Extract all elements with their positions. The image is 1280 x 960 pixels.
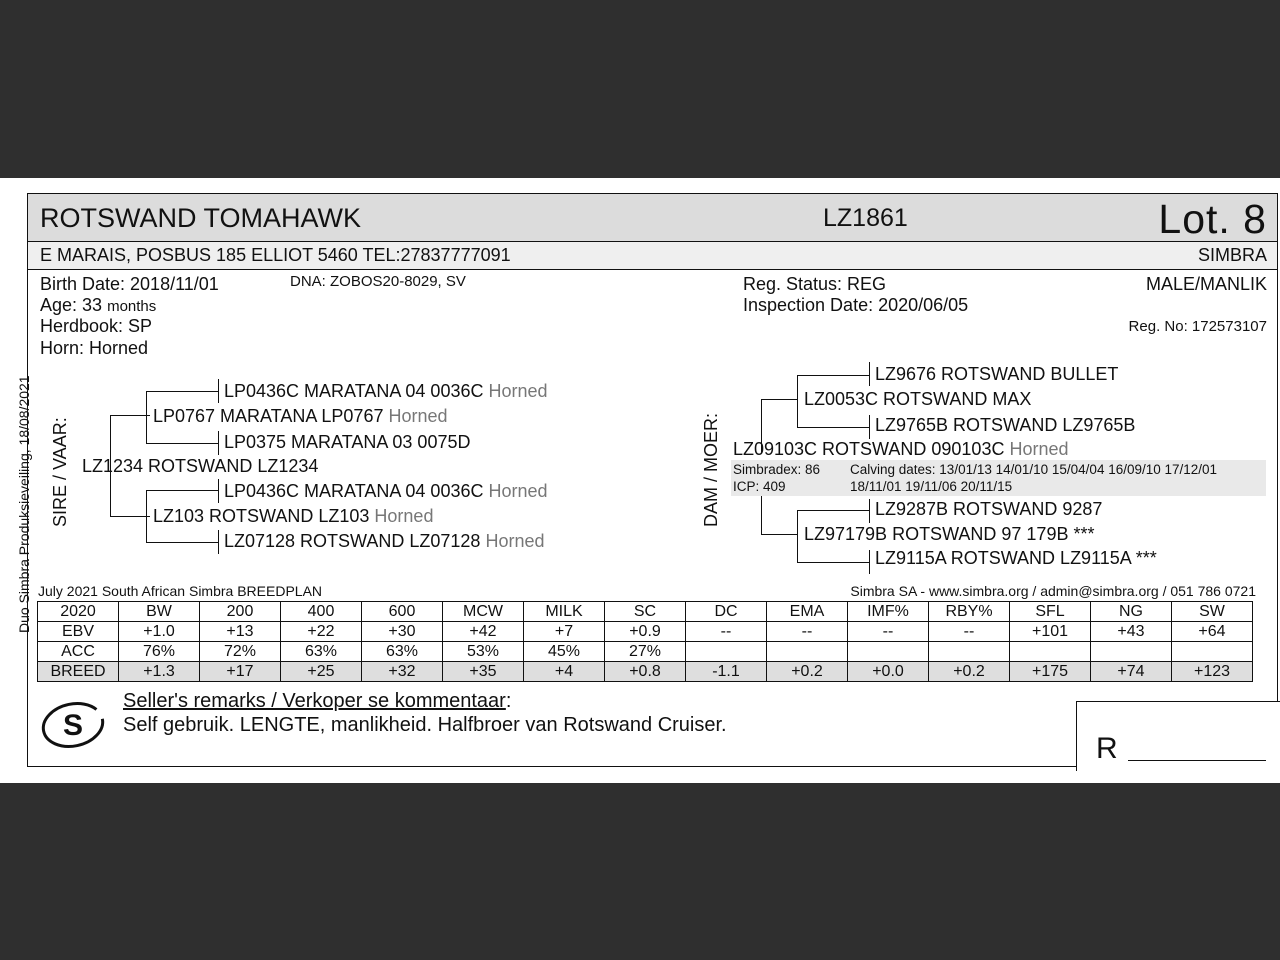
dam-performance-box bbox=[731, 460, 1266, 496]
ebv-cell: 45% bbox=[524, 642, 605, 662]
ebv-cell: SC bbox=[605, 602, 686, 622]
inspection-date: Inspection Date: 2020/06/05 bbox=[743, 295, 969, 315]
ebv-cell: +101 bbox=[1010, 622, 1091, 642]
ebv-cell: +13 bbox=[200, 622, 281, 642]
ebv-cell: +0.9 bbox=[605, 622, 686, 642]
sire-sire-dam: LP0375 MARATANA 03 0075D bbox=[224, 432, 471, 452]
ebv-cell bbox=[767, 642, 848, 662]
ebv-row-label: BREED bbox=[38, 662, 119, 682]
animal-name: ROTSWAND TOMAHAWK bbox=[40, 203, 362, 233]
ebv-cell: -- bbox=[767, 622, 848, 642]
ebv-cell: RBY% bbox=[929, 602, 1010, 622]
reg-status: Reg. Status: REG bbox=[743, 274, 887, 294]
ebv-cell: -- bbox=[929, 622, 1010, 642]
registration-code: LZ1861 bbox=[823, 204, 908, 232]
sire-side-label: SIRE / VAAR: bbox=[50, 417, 70, 527]
ebv-cell: +1.3 bbox=[119, 662, 200, 682]
remarks-text: Self gebruik. LENGTE, manlikheid. Halfbroer van Rotswand Cruiser. bbox=[123, 714, 727, 736]
ebv-row-breed bbox=[38, 662, 1253, 682]
ebv-cell: +42 bbox=[443, 622, 524, 642]
sire-sire: LP0767 MARATANA LP0767 Horned bbox=[153, 406, 448, 426]
ebv-cell: +64 bbox=[1172, 622, 1253, 642]
sex: MALE/MANLIK bbox=[1145, 274, 1267, 294]
icp: ICP: 409 bbox=[733, 479, 786, 494]
ebv-cell: +25 bbox=[281, 662, 362, 682]
ebv-cell: 600 bbox=[362, 602, 443, 622]
ebv-cell: 27% bbox=[605, 642, 686, 662]
dna-info: DNA: ZOBOS20-8029, SV bbox=[290, 273, 466, 290]
ebv-cell: +43 bbox=[1091, 622, 1172, 642]
ebv-cell: +0.2 bbox=[767, 662, 848, 682]
dam-sire-sire: LZ9676 ROTSWAND BULLET bbox=[875, 364, 1119, 384]
price-currency: R bbox=[1096, 732, 1118, 765]
calving-dates-line1: Calving dates: 13/01/13 14/01/10 15/04/04 16/09/10 17/12/01 bbox=[850, 462, 1218, 477]
ebv-cell: +7 bbox=[524, 622, 605, 642]
ebv-cell: EMA bbox=[767, 602, 848, 622]
sire-name: LZ1234 ROTSWAND LZ1234 bbox=[82, 456, 319, 476]
horn-status: Horn: Horned bbox=[40, 338, 149, 358]
ebv-cell: +0.8 bbox=[605, 662, 686, 682]
owner-bar bbox=[28, 242, 1277, 270]
dam-dam-sire: LZ9287B ROTSWAND 9287 bbox=[875, 499, 1103, 519]
remarks-heading: Seller's remarks / Verkoper se kommentaar: bbox=[123, 690, 512, 712]
ebv-cell: +74 bbox=[1091, 662, 1172, 682]
ebv-table bbox=[37, 601, 1253, 682]
ebv-row-ebv bbox=[38, 622, 1253, 642]
ebv-cell: 400 bbox=[281, 602, 362, 622]
simbradex: Simbradex: 86 bbox=[733, 462, 821, 477]
ebv-cell: 63% bbox=[362, 642, 443, 662]
ebv-cell: IMF% bbox=[848, 602, 929, 622]
dam-dam-dam: LZ9115A ROTSWAND LZ9115A *** bbox=[875, 548, 1157, 568]
dam-name: LZ09103C ROTSWAND 090103C Horned bbox=[733, 439, 1069, 459]
ebv-cell bbox=[686, 642, 767, 662]
ebv-cell: +4 bbox=[524, 662, 605, 682]
logo-letter: S bbox=[62, 709, 84, 742]
ebv-cell: 63% bbox=[281, 642, 362, 662]
ebv-cell: +0.0 bbox=[848, 662, 929, 682]
dam-sire-dam: LZ9765B ROTSWAND LZ9765B bbox=[875, 415, 1136, 435]
ebv-cell: DC bbox=[686, 602, 767, 622]
ebv-row-label: EBV bbox=[38, 622, 119, 642]
price-box[interactable] bbox=[1076, 701, 1280, 771]
lot-number: Lot. 8 bbox=[1158, 196, 1267, 242]
ebv-cell: +175 bbox=[1010, 662, 1091, 682]
price-entry-line bbox=[1128, 760, 1266, 761]
ebv-cell bbox=[1091, 642, 1172, 662]
calving-dates-line2: 18/11/01 19/11/06 20/11/15 bbox=[850, 479, 1013, 494]
ebv-cell: 200 bbox=[200, 602, 281, 622]
ebv-cell: SW bbox=[1172, 602, 1253, 622]
reg-number: Reg. No: 172573107 bbox=[1128, 318, 1267, 335]
ebv-cell: +0.2 bbox=[929, 662, 1010, 682]
dam-side-label: DAM / MOER: bbox=[701, 412, 721, 527]
header-bar bbox=[28, 194, 1277, 242]
side-caption: Duo Simbra Produksieveiling, 18/08/2021 bbox=[16, 375, 32, 633]
ebv-cell bbox=[1010, 642, 1091, 662]
ebv-cell bbox=[848, 642, 929, 662]
sire-dam-sire: LP0436C MARATANA 04 0036C Horned bbox=[224, 481, 548, 501]
sire-dam: LZ103 ROTSWAND LZ103 Horned bbox=[153, 506, 434, 526]
breed-name: SIMBRA bbox=[1197, 245, 1267, 265]
lot-card bbox=[27, 193, 1278, 767]
sire-dam-dam: LZ07128 ROTSWAND LZ07128 Horned bbox=[224, 531, 545, 551]
ebv-cell: MCW bbox=[443, 602, 524, 622]
ebv-cell: +123 bbox=[1172, 662, 1253, 682]
ebv-cell: 53% bbox=[443, 642, 524, 662]
ebv-cell: +32 bbox=[362, 662, 443, 682]
dam-sire: LZ0053C ROTSWAND MAX bbox=[804, 389, 1032, 409]
ebv-cell: 76% bbox=[119, 642, 200, 662]
ebv-cell: BW bbox=[119, 602, 200, 622]
ebv-row-acc bbox=[38, 642, 1253, 662]
ebv-cell: -- bbox=[686, 622, 767, 642]
ebv-cell: NG bbox=[1091, 602, 1172, 622]
ebv-cell: SFL bbox=[1010, 602, 1091, 622]
breedplan-note: July 2021 South African Simbra BREEDPLAN bbox=[38, 583, 323, 599]
ebv-cell: -- bbox=[848, 622, 929, 642]
birth-date: Birth Date: 2018/11/01 bbox=[40, 274, 219, 294]
ebv-row-label: 2020 bbox=[38, 602, 119, 622]
ebv-cell: MILK bbox=[524, 602, 605, 622]
dam-dam: LZ97179B ROTSWAND 97 179B *** bbox=[804, 524, 1095, 544]
ebv-cell bbox=[1172, 642, 1253, 662]
ebv-header-row bbox=[38, 602, 1253, 622]
ebv-cell bbox=[929, 642, 1010, 662]
ebv-row-label: ACC bbox=[38, 642, 119, 662]
ebv-cell: +17 bbox=[200, 662, 281, 682]
ebv-cell: +35 bbox=[443, 662, 524, 682]
ebv-cell: 72% bbox=[200, 642, 281, 662]
sire-sire-sire: LP0436C MARATANA 04 0036C Horned bbox=[224, 381, 548, 401]
simbra-logo bbox=[40, 698, 106, 752]
ebv-cell: +1.0 bbox=[119, 622, 200, 642]
age: Age: 33 months bbox=[40, 295, 157, 315]
herdbook: Herdbook: SP bbox=[40, 316, 153, 336]
contact-info: Simbra SA - www.simbra.org / admin@simbra.org / 051 786 0721 bbox=[850, 583, 1256, 599]
ebv-cell: -1.1 bbox=[686, 662, 767, 682]
ebv-cell: +22 bbox=[281, 622, 362, 642]
owner-info: E MARAIS, POSBUS 185 ELLIOT 5460 TEL:27837777091 bbox=[40, 245, 511, 265]
ebv-cell: +30 bbox=[362, 622, 443, 642]
catalogue-sheet bbox=[0, 178, 1280, 783]
